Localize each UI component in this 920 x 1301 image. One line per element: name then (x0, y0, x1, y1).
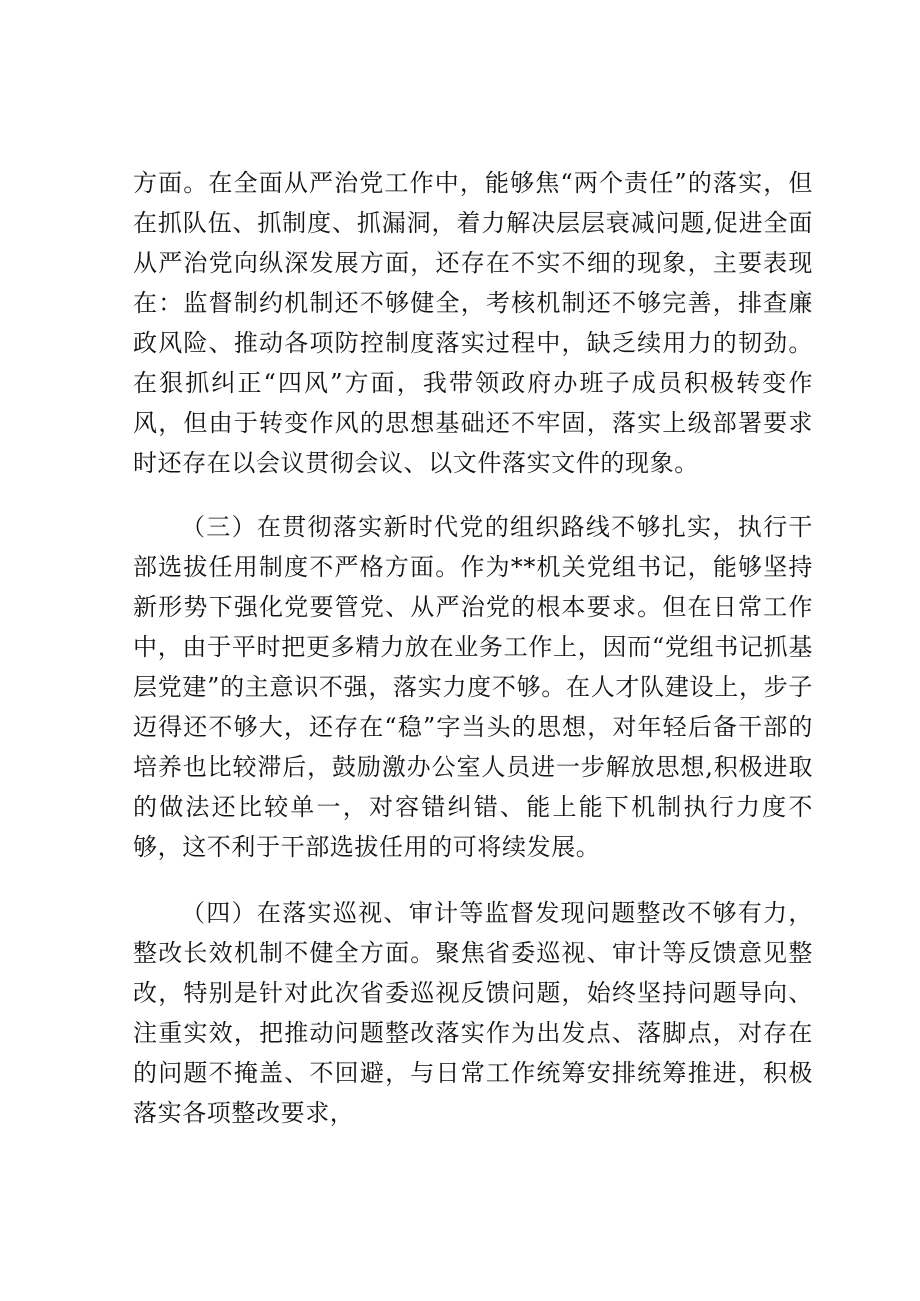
paragraph-continuation (133, 163, 813, 483)
paragraph-section-4 (133, 893, 813, 1133)
paragraph-text: （三）在贯彻落实新时代党的组织路线不够扎实，执行干部选拔任用制度不严格方面。作为**机关党组书记，能够坚持新形势下强化党要管党、从严治党的根本要求。但在日常工作中，由于平时把更多精力放在业务工作上，因而“党组书记抓基层党建”的主意识不强，落实力度不够。在人才队建设上，步子迈得还不够大，还存在“稳”字当头的思想，对年轻后备干部的培养也比较滞后，鼓励激办公室人员进一步解放思想,积极进取的做法还比较单一，对容错纠错、能上能下机制执行力度不够，这不利于干部选拔任用的可将续发展。 (133, 513, 813, 861)
paragraph-text: （四）在落实巡视、审计等监督发现问题整改不够有力，整改长效机制不健全方面。聚焦省委巡视、审计等反馈意见整改，特别是针对此次省委巡视反馈问题，始终坚持问题导向、注重实效，把推动问题整改落实作为出发点、落脚点，对存在的问题不掩盖、不回避，与日常工作统筹安排统筹推进，积极落实各项整改要求， (133, 899, 813, 1127)
paragraph-section-3 (133, 507, 813, 867)
paragraph-text: 方面。在全面从严治党工作中，能够焦“两个责任”的落实，但在抓队伍、抓制度、抓漏洞，着力解决层层衰减问题,促进全面从严治党向纵深发展方面，还存在不实不细的现象，主要表现在：监督制约机制还不够健全，考核机制还不够完善，排查廉政风险、推动各项防控制度落实过程中，缺乏续用力的韧劲。在狠抓纠正“四风”方面，我带领政府办班子成员积极转变作风，但由于转变作风的思想基础还不牢固，落实上级部署要求时还存在以会议贯彻会议、以文件落实文件的现象。 (133, 169, 813, 477)
